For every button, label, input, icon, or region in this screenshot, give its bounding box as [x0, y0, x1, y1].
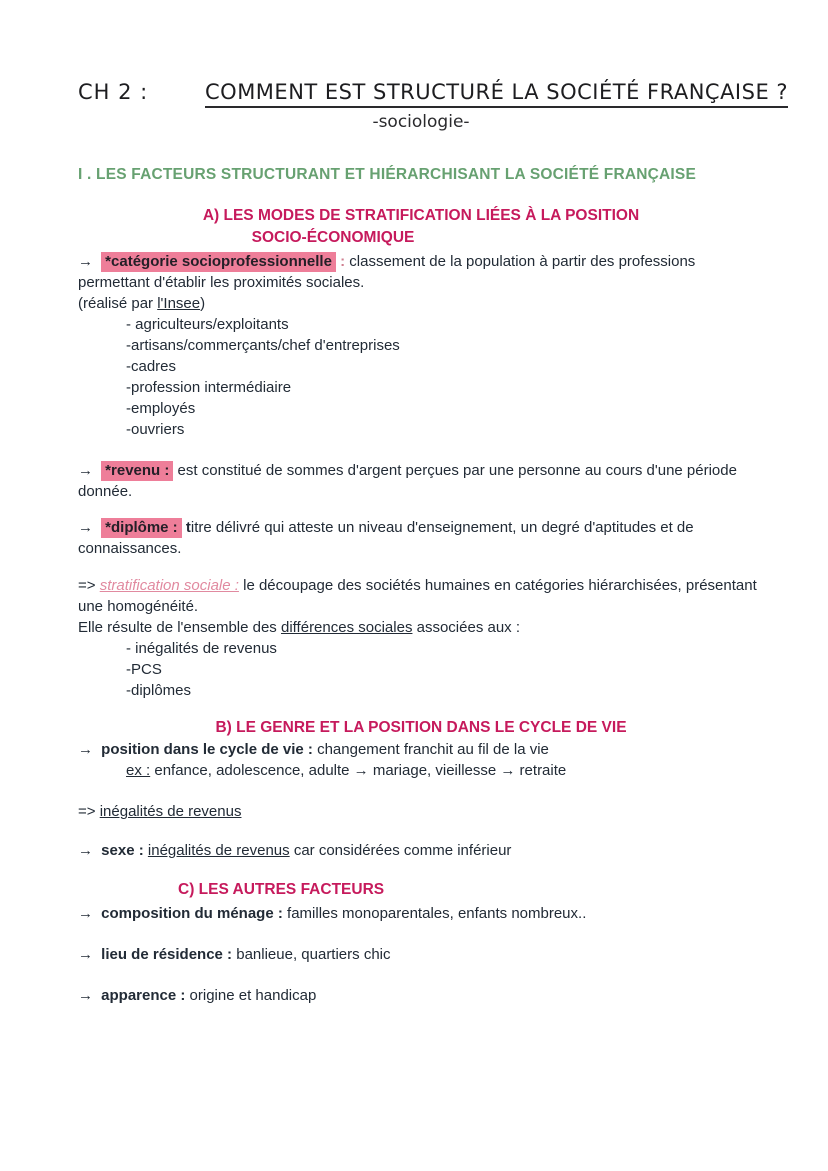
sexe-underlined: inégalités de revenus [147, 842, 290, 859]
section-a-heading-line1: A) LES MODES DE STRATIFICATION LIÉES À LA POSITION [202, 207, 640, 224]
example-label: ex : [126, 762, 151, 779]
sexe-rest: car considérées comme inférieur [293, 842, 512, 859]
paragraph-lieu [78, 944, 764, 965]
list-item: - inégalités de revenus [126, 640, 277, 657]
revenu-definition: est constitué de sommes d'argent perçues par une personne au cours d'une période donnée. [78, 462, 737, 500]
consequence-line [78, 801, 764, 822]
list-item: -cadres [126, 358, 177, 375]
diplome-definition: itre délivré qui atteste un niveau d'enseignement, un degré d'aptitudes et de connaissances. [78, 519, 694, 557]
chapter-label: CH 2 : [78, 80, 149, 104]
page-subtitle: -sociologie- [372, 112, 470, 132]
pcs-list [78, 314, 764, 440]
highlighted-term-diplome: *diplôme : [101, 518, 182, 538]
example-text: enfance, adolescence, adulte → mariage, vieillesse → retraite [154, 762, 567, 779]
csp-definition: classement de la population à partir des professions permettant d'établir les proximités sociales. [78, 253, 696, 291]
arrow-icon: → [78, 462, 93, 479]
csp-colon: : [340, 253, 346, 270]
list-item: -diplômes [126, 682, 192, 699]
list-item: -profession intermédiaire [126, 379, 292, 396]
header [78, 80, 789, 110]
arrow-icon: → [78, 842, 93, 859]
csp-source-post: ) [200, 295, 206, 312]
lieu-definition: banlieue, quartiers chic [236, 946, 391, 963]
composition-definition: familles monoparentales, enfants nombreux.. [287, 905, 587, 922]
paragraph-diplome [78, 517, 764, 559]
arrow-icon: → [78, 253, 93, 270]
paragraph-stratification [78, 575, 764, 617]
highlighted-term-csp: *catégorie socioprofessionnelle [101, 252, 336, 272]
paragraph-composition [78, 903, 764, 924]
apparence-definition: origine et handicap [189, 987, 317, 1004]
term-sexe: sexe : [101, 842, 144, 859]
inegalites-revenus-underline: inégalités de revenus [99, 803, 242, 820]
csp-source-pre: (réalisé par [78, 295, 154, 312]
list-item: - agriculteurs/exploitants [126, 316, 289, 333]
position-definition: changement franchit au fil de la vie [317, 741, 549, 758]
position-example-line [78, 760, 764, 781]
highlighted-term-revenu: *revenu : [101, 461, 173, 481]
term-apparence: apparence : [101, 987, 186, 1004]
stratification-definition: le découpage des sociétés humaines en catégories hiérarchisées, présentant une homogénéité. [78, 577, 757, 615]
arrow-icon: → [78, 946, 93, 963]
paragraph-position [78, 739, 764, 760]
arrow-icon: → [78, 905, 93, 922]
term-lieu-residence: lieu de résidence : [101, 946, 233, 963]
csp-source-line [78, 293, 764, 314]
arrow-icon: → [78, 741, 93, 758]
stratification-result-line [78, 617, 764, 638]
result-arrow: => [78, 577, 96, 594]
stratification-list [78, 638, 764, 701]
list-item: -artisans/commerçants/chef d'entreprises [126, 337, 400, 354]
term-position-cycle-vie: position dans le cycle de vie : [101, 741, 313, 758]
differences-sociales-underline: différences sociales [280, 619, 413, 636]
result-post: associées aux : [416, 619, 521, 636]
diplome-bold-t: t [185, 519, 191, 536]
section-a-heading-line2: SOCIO-ÉCONOMIQUE [251, 229, 415, 246]
result-arrow: => [78, 803, 96, 820]
paragraph-apparence [78, 985, 764, 1006]
paragraph-sexe [78, 840, 764, 861]
paragraph-csp [78, 251, 764, 293]
list-item: -ouvriers [126, 421, 185, 438]
insee-link: l'Insee [157, 295, 201, 312]
term-stratification-sociale: stratification sociale : [99, 577, 239, 594]
result-pre: Elle résulte de l'ensemble des [78, 619, 277, 636]
section-a-heading [78, 205, 764, 249]
arrow-icon: → [78, 519, 93, 536]
section-c-heading: C) LES AUTRES FACTEURS [178, 881, 385, 898]
arrow-icon: → [78, 987, 93, 1004]
term-composition-menage: composition du ménage : [101, 905, 283, 922]
paragraph-revenu [78, 460, 764, 502]
page-title: COMMENT EST STRUCTURÉ LA SOCIÉTÉ FRANÇAISE ? [205, 82, 788, 108]
list-item: -employés [126, 400, 196, 417]
list-item: -PCS [126, 661, 162, 678]
section-1-heading: I . LES FACTEURS STRUCTURANT ET HIÉRARCHISANT LA SOCIÉTÉ FRANÇAISE [78, 166, 697, 183]
section-b-heading: B) LE GENRE ET LA POSITION DANS LE CYCLE DE VIE [215, 719, 627, 736]
